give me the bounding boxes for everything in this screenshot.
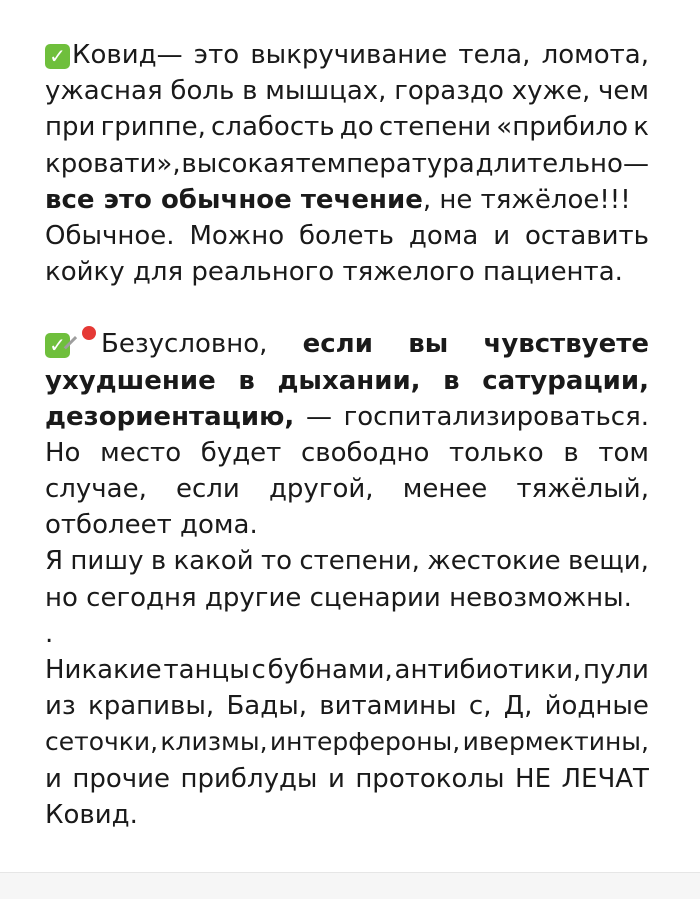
text-line: ухудшение в дыхании, в сатурации, [45, 365, 649, 396]
text-line: но сегодня другие сценарии невозможны. [45, 582, 632, 613]
pushpin-icon [72, 326, 98, 352]
text-line: и прочие приблуды и протоколы НЕ ЛЕЧАТ [45, 763, 649, 794]
text-line: при гриппе, слабость до степени «прибило к [45, 112, 649, 143]
text-line: Но место будет свободно только в том [45, 437, 649, 468]
bottom-strip [0, 872, 700, 899]
separator-dot: . [45, 618, 54, 649]
text-line: ✓ Безусловно, если вы чувствуете [45, 326, 649, 362]
text-line: кровати», высокая температура длительно— [45, 148, 649, 179]
bold-emphasis: все это обычное течение [45, 184, 423, 215]
text-line: Никакие танцы с бубнами, антибиотики, пули [45, 655, 649, 685]
text-line: из крапивы, Бады, витамины с, Д, йодные [45, 691, 649, 722]
check-mark-icon: ✓ [45, 333, 70, 358]
text-line: все это обычное течение , не тяжёлое!!! [45, 182, 649, 218]
text-line: Ковид. [45, 799, 138, 830]
check-mark-icon: ✓ [45, 44, 70, 69]
text-line: Обычное. Можно болеть дома и оставить [45, 220, 649, 251]
text-line: койку для реального тяжелого пациента. [45, 257, 623, 288]
post-text [45, 37, 649, 833]
text-line: дезориентацию, — госпитализироваться. [45, 401, 649, 432]
text-line: ✓ Ковид— это выкручивание тела, ломота, [45, 37, 649, 73]
text-line: Я пишу в какой то степени, жестокие вещи, [45, 546, 649, 577]
text-line: отболеет дома. [45, 510, 258, 541]
text-line: сеточки, клизмы, интерфероны, ивермектины, [45, 727, 649, 757]
text-line: случае, если другой, менее тяжёлый, [45, 474, 649, 505]
text-line: ужасная боль в мышцах, гораздо хуже, чем [45, 76, 649, 107]
